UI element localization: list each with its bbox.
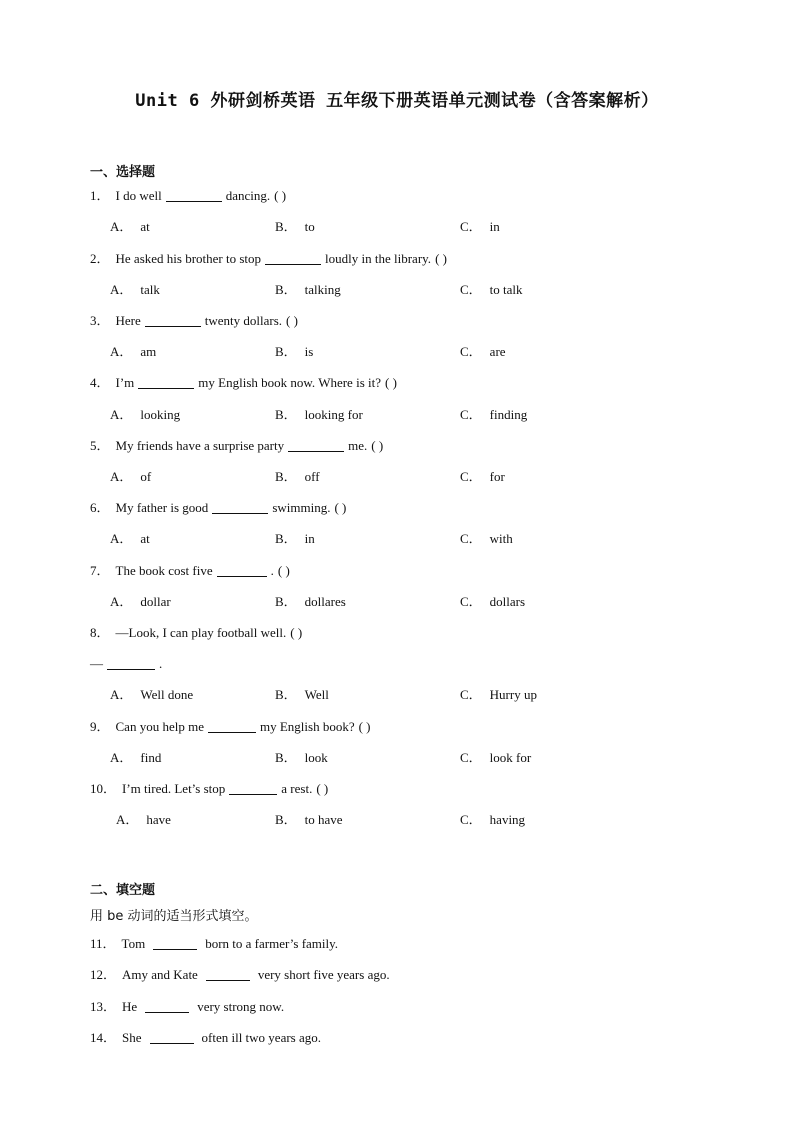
question-text-after: born to a farmer’s family. bbox=[205, 936, 339, 951]
option-b[interactable] bbox=[275, 407, 363, 423]
option-a[interactable] bbox=[110, 594, 171, 610]
question-number: 12． bbox=[90, 967, 117, 982]
option-letter: B． bbox=[275, 219, 297, 234]
question-text-after: my English book now. Where is it? bbox=[198, 375, 381, 390]
option-text: in bbox=[489, 219, 500, 234]
question-text-after: swimming. bbox=[272, 500, 331, 515]
option-letter: C． bbox=[460, 594, 482, 609]
option-c[interactable] bbox=[460, 812, 525, 828]
question-number: 4． bbox=[90, 375, 110, 390]
question-text-after: very strong now. bbox=[197, 999, 285, 1014]
option-letter: B． bbox=[275, 282, 297, 297]
option-b[interactable] bbox=[275, 750, 328, 766]
answer-parentheses[interactable]: ( ) bbox=[358, 719, 371, 734]
option-letter: B． bbox=[275, 407, 297, 422]
option-b[interactable] bbox=[275, 812, 343, 828]
option-text: at bbox=[140, 219, 150, 234]
option-letter: C． bbox=[460, 687, 482, 702]
question-8 bbox=[90, 625, 302, 641]
question-6 bbox=[90, 500, 346, 516]
answer-parentheses[interactable]: ( ) bbox=[316, 781, 329, 796]
dialogue-reply-line: — . bbox=[90, 656, 163, 671]
answer-parentheses[interactable]: ( ) bbox=[334, 500, 347, 515]
option-text: is bbox=[304, 344, 314, 359]
option-letter: B． bbox=[275, 594, 297, 609]
answer-parentheses[interactable]: ( ) bbox=[385, 375, 397, 390]
option-a[interactable] bbox=[110, 344, 156, 360]
option-letter: B． bbox=[275, 750, 297, 765]
question-text-after: twenty dollars. bbox=[204, 313, 283, 328]
answer-blank[interactable] bbox=[206, 968, 250, 981]
question-text: I do well bbox=[115, 188, 162, 203]
question-text: Amy and Kate bbox=[122, 967, 198, 982]
option-c[interactable] bbox=[460, 750, 531, 766]
answer-parentheses[interactable]: ( ) bbox=[435, 251, 447, 266]
option-text: of bbox=[140, 469, 152, 484]
question-text: My friends have a surprise party bbox=[115, 438, 285, 453]
question-text-after: a rest. bbox=[281, 781, 313, 796]
option-letter: A． bbox=[110, 594, 133, 609]
option-a[interactable] bbox=[110, 687, 193, 703]
answer-parentheses[interactable]: ( ) bbox=[277, 563, 290, 578]
option-text: Well done bbox=[140, 687, 194, 702]
question-text: He bbox=[122, 999, 138, 1014]
option-text: find bbox=[140, 750, 162, 765]
option-a[interactable] bbox=[110, 219, 150, 235]
option-c[interactable] bbox=[460, 687, 537, 703]
question-number: 10． bbox=[90, 781, 117, 796]
option-letter: C． bbox=[460, 750, 482, 765]
option-letter: A． bbox=[110, 469, 133, 484]
option-letter: A． bbox=[116, 812, 139, 827]
option-c[interactable] bbox=[460, 531, 513, 547]
option-text: finding bbox=[489, 407, 528, 422]
option-text: am bbox=[140, 344, 157, 359]
answer-blank[interactable] bbox=[145, 314, 201, 327]
question-number: 1． bbox=[90, 188, 110, 203]
option-letter: C． bbox=[460, 219, 482, 234]
answer-blank[interactable] bbox=[145, 1000, 189, 1013]
section-heading-choice: 一、选择题 bbox=[90, 165, 156, 180]
question-text-after: very short five years ago. bbox=[257, 967, 390, 982]
option-letter: C． bbox=[460, 531, 482, 546]
question-7 bbox=[90, 563, 290, 579]
question-text-after: me. bbox=[348, 438, 368, 453]
option-text: Well bbox=[304, 687, 329, 702]
answer-blank[interactable] bbox=[138, 376, 194, 389]
section-heading-fill: 二、填空题 bbox=[90, 883, 156, 898]
question-2 bbox=[90, 251, 447, 267]
question-3 bbox=[90, 313, 298, 329]
option-letter: A． bbox=[110, 407, 133, 422]
option-letter: C． bbox=[460, 407, 482, 422]
question-number: 11． bbox=[90, 936, 116, 951]
question-number: 7． bbox=[90, 563, 110, 578]
question-text: Tom bbox=[121, 936, 146, 951]
option-letter: A． bbox=[110, 344, 133, 359]
option-text: in bbox=[304, 531, 315, 546]
question-4 bbox=[90, 375, 397, 391]
option-a[interactable] bbox=[110, 407, 180, 423]
option-b[interactable] bbox=[275, 469, 320, 485]
dialogue-dash: — bbox=[90, 656, 103, 671]
option-letter: C． bbox=[460, 282, 482, 297]
option-b[interactable] bbox=[275, 594, 346, 610]
question-text: Here bbox=[115, 313, 141, 328]
answer-blank[interactable] bbox=[153, 937, 197, 950]
question-number: 2． bbox=[90, 251, 110, 266]
option-text: off bbox=[304, 469, 320, 484]
question-number: 6． bbox=[90, 500, 110, 515]
option-text: dollars bbox=[489, 594, 526, 609]
answer-blank[interactable] bbox=[107, 657, 155, 670]
option-b[interactable] bbox=[275, 282, 341, 298]
question-number: 9． bbox=[90, 719, 110, 734]
option-letter: A． bbox=[110, 687, 133, 702]
option-text: at bbox=[140, 531, 150, 546]
fill-question-11 bbox=[90, 936, 338, 952]
option-text: look bbox=[304, 750, 328, 765]
option-c[interactable] bbox=[460, 219, 500, 235]
option-letter: C． bbox=[460, 812, 482, 827]
option-text: to talk bbox=[489, 282, 523, 297]
answer-blank[interactable] bbox=[212, 501, 268, 514]
option-text: with bbox=[489, 531, 513, 546]
question-text-after: loudly in the library. bbox=[325, 251, 432, 266]
option-a[interactable] bbox=[110, 531, 150, 547]
option-letter: B． bbox=[275, 469, 297, 484]
option-text: to have bbox=[304, 812, 343, 827]
question-1 bbox=[90, 188, 286, 204]
question-text: She bbox=[122, 1030, 142, 1045]
answer-blank[interactable] bbox=[229, 782, 277, 795]
option-letter: A． bbox=[110, 531, 133, 546]
answer-parentheses[interactable]: ( ) bbox=[371, 438, 384, 453]
option-b[interactable] bbox=[275, 219, 315, 235]
option-letter: C． bbox=[460, 344, 482, 359]
option-text: are bbox=[489, 344, 506, 359]
option-letter: B． bbox=[275, 687, 297, 702]
answer-blank[interactable] bbox=[208, 720, 256, 733]
page-title: Unit 6 外研剑桥英语 五年级下册英语单元测试卷（含答案解析） bbox=[135, 91, 659, 111]
answer-parentheses[interactable]: ( ) bbox=[274, 188, 287, 203]
question-text: My father is good bbox=[115, 500, 209, 515]
option-c[interactable] bbox=[460, 344, 506, 360]
option-text: have bbox=[146, 812, 171, 827]
option-text: talking bbox=[304, 282, 341, 297]
question-text-after: often ill two years ago. bbox=[201, 1030, 322, 1045]
question-text-after: . bbox=[270, 563, 274, 578]
fill-question-13 bbox=[90, 999, 284, 1015]
option-b[interactable] bbox=[275, 687, 329, 703]
option-text: to bbox=[304, 219, 315, 234]
answer-parentheses[interactable]: ( ) bbox=[290, 625, 303, 640]
option-text: having bbox=[489, 812, 526, 827]
option-text: dollares bbox=[304, 594, 346, 609]
question-text: I’m bbox=[115, 375, 135, 390]
answer-blank[interactable] bbox=[217, 564, 267, 577]
option-text: Hurry up bbox=[489, 687, 537, 702]
option-text: dollar bbox=[140, 594, 171, 609]
question-10 bbox=[90, 781, 328, 797]
question-text: Can you help me bbox=[115, 719, 204, 734]
option-a[interactable] bbox=[110, 750, 161, 766]
option-text: look for bbox=[489, 750, 532, 765]
option-a[interactable] bbox=[110, 469, 151, 485]
question-number: 8． bbox=[90, 625, 110, 640]
answer-blank[interactable] bbox=[166, 189, 222, 202]
question-text-after: dancing. bbox=[225, 188, 271, 203]
fill-question-12 bbox=[90, 967, 390, 983]
option-letter: B． bbox=[275, 531, 297, 546]
option-c[interactable] bbox=[460, 407, 527, 423]
question-number: 5． bbox=[90, 438, 110, 453]
option-letter: A． bbox=[110, 282, 133, 297]
question-number: 13． bbox=[90, 999, 117, 1014]
question-number: 14． bbox=[90, 1030, 117, 1045]
question-text-after: my English book? bbox=[259, 719, 355, 734]
answer-blank[interactable] bbox=[265, 252, 321, 265]
question-text: The book cost five bbox=[115, 563, 213, 578]
question-text: He asked his brother to stop bbox=[115, 251, 262, 266]
option-c[interactable] bbox=[460, 282, 523, 298]
option-text: for bbox=[489, 469, 505, 484]
question-text: —Look, I can play football well. bbox=[115, 625, 287, 640]
option-a[interactable] bbox=[116, 812, 171, 828]
option-b[interactable] bbox=[275, 344, 313, 360]
option-c[interactable] bbox=[460, 594, 525, 610]
option-letter: A． bbox=[110, 219, 133, 234]
answer-blank[interactable] bbox=[150, 1031, 194, 1044]
question-5 bbox=[90, 438, 383, 454]
option-text: talk bbox=[140, 282, 160, 297]
option-text: looking for bbox=[304, 407, 363, 422]
option-letter: C． bbox=[460, 469, 482, 484]
answer-parentheses[interactable]: ( ) bbox=[286, 313, 298, 328]
option-letter: B． bbox=[275, 812, 297, 827]
answer-blank[interactable] bbox=[288, 439, 344, 452]
option-c[interactable] bbox=[460, 469, 505, 485]
option-letter: B． bbox=[275, 344, 297, 359]
option-letter: A． bbox=[110, 750, 133, 765]
question-9 bbox=[90, 719, 371, 735]
fill-question-14 bbox=[90, 1030, 321, 1046]
question-number: 3． bbox=[90, 313, 110, 328]
option-a[interactable] bbox=[110, 282, 160, 298]
question-text: I’m tired. Let’s stop bbox=[122, 781, 226, 796]
option-text: looking bbox=[140, 407, 181, 422]
option-b[interactable] bbox=[275, 531, 315, 547]
fill-instruction: 用 be 动词的适当形式填空。 bbox=[90, 909, 258, 924]
